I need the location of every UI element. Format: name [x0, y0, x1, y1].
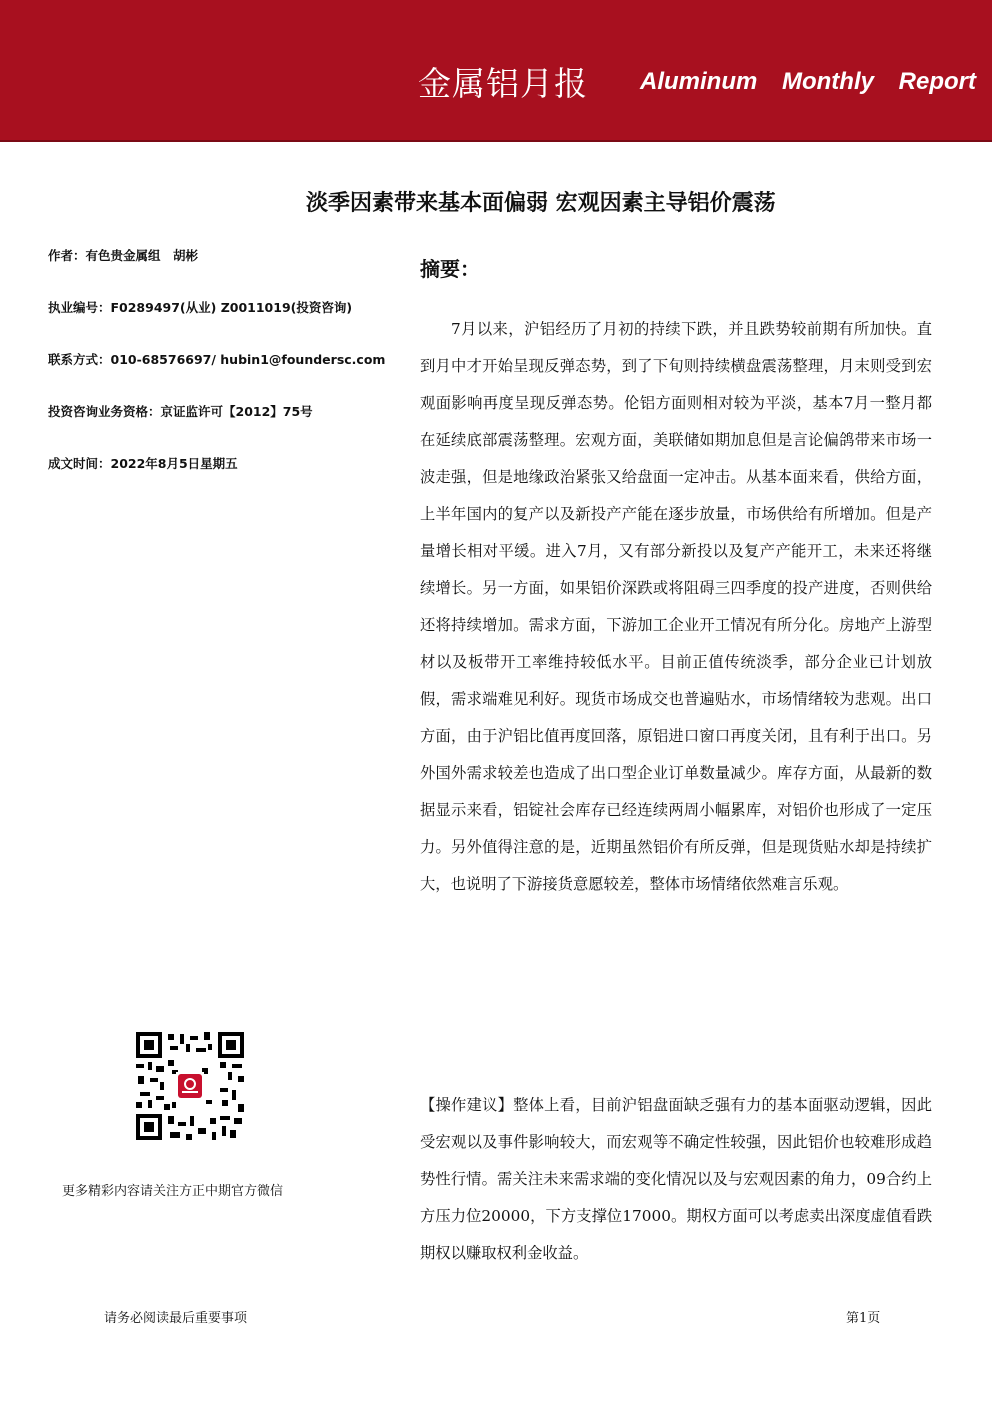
report-title-en: Aluminum Monthly Report: [640, 68, 976, 95]
footer-notice: 请务必阅读最后重要事项: [104, 1311, 248, 1326]
headline: 淡季因素带来基本面偏弱 宏观因素主导铝价震荡: [306, 191, 776, 216]
qr-code-icon: [134, 1030, 246, 1142]
summary-title: 摘要：: [420, 257, 480, 281]
advice-text: 【操作建议】整体上看，目前沪铝盘面缺乏强有力的基本面驱动逻辑，因此受宏观以及事件影响较大，而宏观等不确定性较强，因此铝价也较难形成趋势性行情。需关注未来需求端的变化情况以及与宏观因素的角力，09合约上方压力位20000，下方支撑位17000。期权方面可以考虑卖出深度虚值看跌期权以赚取权利金收益。: [420, 1096, 932, 1262]
meta-date: 成文时间：2022年8月5日星期五: [48, 456, 238, 471]
report-title-cn: 金属铝月报: [418, 64, 588, 103]
summary-text: 7月以来，沪铝经历了月初的持续下跌，并且跌势较前期有所加快。直到月中才开始呈现反弹态势，到了下旬则持续横盘震荡整理，月末则受到宏观面影响再度呈现反弹态势。伦铝方面则相对较为平淡，基本7月一整月都在延续底部震荡整理。宏观方面，美联储如期加息但是言论偏鸽带来市场一波走强，但是地缘政治紧张又给盘面一定冲击。从基本面来看，供给方面，上半年国内的复产以及新投产产能在逐步放量，市场供给有所增加。但是产量增长相对平缓。进入7月，又有部分新投以及复产产能开工，未来还将继续增长。另一方面，如果铝价深跌或将阻碍三四季度的投产进度，否则供给还将持续增加。需求方面，下游加工企业开工情况有所分化。房地产上游型材以及板带开工率维持较低水平。目前正值传统淡季，部分企业已计划放假，需求端难见利好。现货市场成交也普遍贴水，市场情绪较为悲观。出口方面，由于沪铝比值再度回落，原铝进口窗口再度关闭，且有利于出口。另外国外需求较差也造成了出口型企业订单数量减少。库存方面，从最新的数据显示来看，铝锭社会库存已经连续两周小幅累库，对铝价也形成了一定压力。另外值得注意的是，近期虽然铝价有所反弹，但是现货贴水却是持续扩大，也说明了下游接货意愿较差，整体市场情绪依然难言乐观。: [420, 320, 932, 893]
qr-caption: 更多精彩内容请关注方正中期官方微信: [62, 1184, 284, 1199]
meta-qualification: 投资咨询业务资格：京证监许可【2012】75号: [48, 404, 313, 419]
meta-contact: 联系方式：010-68576697/ hubin1@foundersc.com: [48, 352, 386, 367]
page-number: 第1页: [846, 1311, 881, 1326]
meta-author: 作者：有色贵金属组 胡彬: [48, 248, 199, 263]
meta-license-no: 执业编号：F0289497(从业) Z0011019(投资咨询): [48, 300, 353, 315]
header-band: [0, 0, 992, 142]
